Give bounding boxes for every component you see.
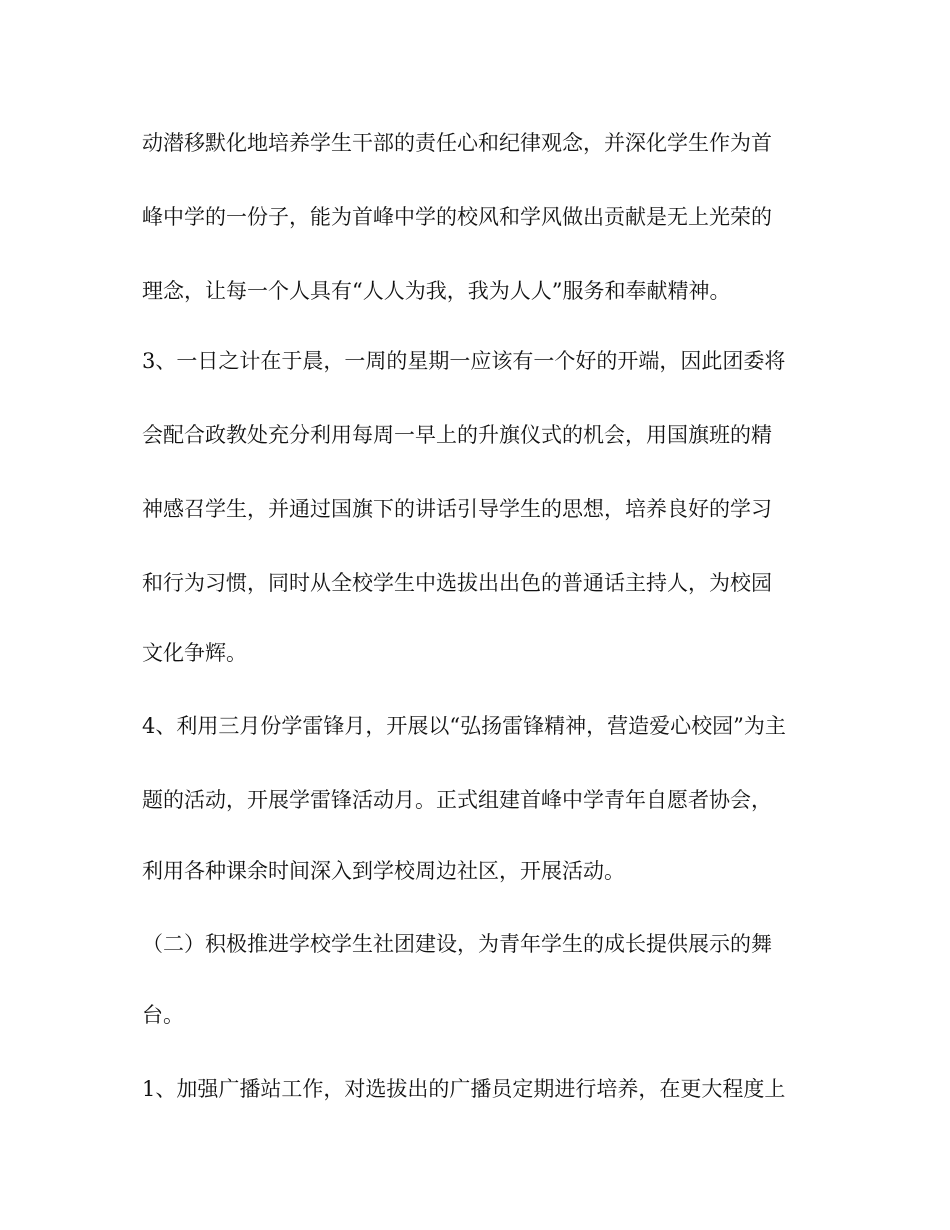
text-line: 会配合政教处充分利用每周一早上的升旗仪式的机会，用国旗班的精 (142, 423, 772, 447)
text-line: （二）积极推进学校学生社团建设，为青年学生的成长提供展示的舞 (142, 932, 772, 956)
text-line: 台。 (142, 1003, 184, 1027)
text-line: 利用各种课余时间深入到学校周边社区，开展活动。 (142, 859, 625, 883)
text-line: 理念，让每一个人具有“人人为我，我为人人”服务和奉献精神。 (142, 279, 731, 303)
text-line: 1、加强广播站工作，对选拔出的广播员定期进行培养，在更大程度上 (142, 1077, 786, 1101)
text-line: 动潜移默化地培养学生干部的责任心和纪律观念，并深化学生作为首 (142, 131, 772, 155)
text-line: 峰中学的一份子，能为首峰中学的校风和学风做出贡献是无上光荣的 (142, 205, 772, 229)
text-line: 文化争辉。 (142, 641, 247, 665)
text-line: 题的活动，开展学雷锋活动月。正式组建首峰中学青年自愿者协会， (142, 788, 772, 812)
text-line: 和行为习惯，同时从全校学生中选拔出出色的普通话主持人，为校园 (142, 571, 772, 595)
text-line: 3、一日之计在于晨，一周的星期一应该有一个好的开端，因此团委将 (142, 349, 786, 373)
text-line: 4、利用三月份学雷锋月，开展以“弘扬雷锋精神，营造爱心校园”为主 (142, 714, 786, 738)
text-line: 神感召学生，并通过国旗下的讲话引导学生的思想，培养良好的学习 (142, 497, 772, 521)
